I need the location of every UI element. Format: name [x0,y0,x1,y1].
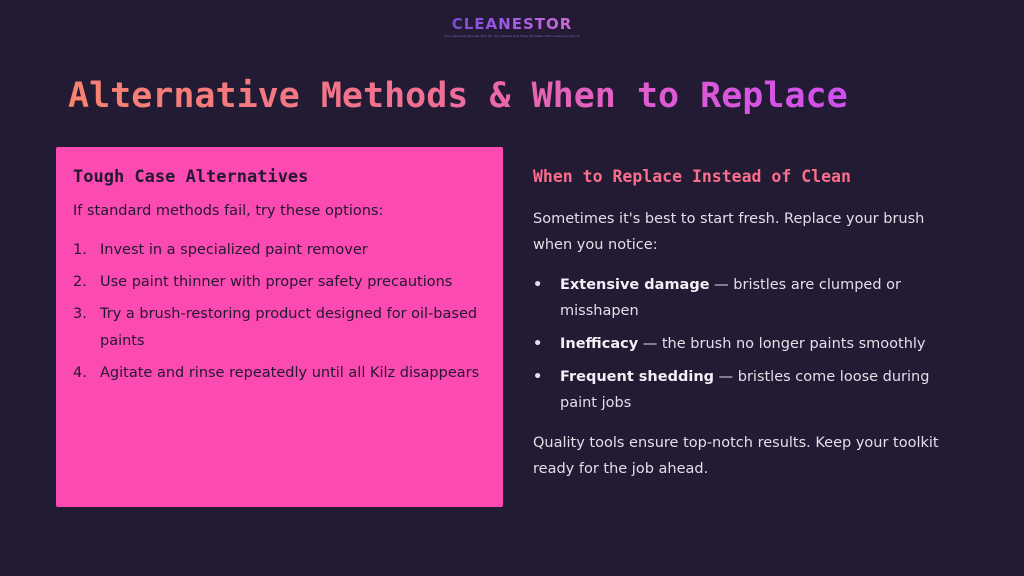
list-number: 3. [73,306,87,322]
list-text: Try a brush-restoring product designed for oil-based paints [100,306,478,349]
list-label: Inefficacy [560,336,639,352]
replace-title: When to Replace Instead of Clean [533,167,851,186]
list-item [73,237,485,264]
replace-intro: Sometimes it's best to start fresh. Replace your brush when you notice: [533,211,925,253]
list-number: 1. [73,242,87,258]
list-text: Use paint thinner with proper safety precautions [100,274,453,290]
list-text [560,331,926,357]
list-item [533,364,963,416]
replace-section [533,166,963,482]
replace-list [533,272,963,416]
list-detail: — bristles come loose during paint jobs [560,369,930,411]
list-detail: — bristles are clumped or misshapen [560,277,901,319]
replace-outro: Quality tools ensure top-notch results. Keep your toolkit ready for the job ahead. [533,435,939,477]
brand-logo [0,14,1024,38]
bullet-icon: • [533,369,543,385]
list-label: Extensive damage [560,277,710,293]
list-number: 4. [73,365,87,381]
bullet-icon: • [533,336,543,352]
list-item [73,301,485,355]
list-detail: — the brush no longer paints smoothly [638,336,926,352]
list-item [73,360,485,387]
brand-name: CLEANESTOR [451,15,573,33]
list-number: 2. [73,274,87,290]
alternatives-list [73,237,485,387]
brand-tagline: The Cleaning Review Site for Any Needs and Stay Updated with Cleaning Advice [444,34,580,38]
list-label: Frequent shedding [560,369,715,385]
alternatives-intro: If standard methods fail, try these options: [73,203,384,219]
list-text [560,364,963,416]
list-text: Agitate and rinse repeatedly until all Kilz disappears [100,365,480,381]
list-text: Invest in a specialized paint remover [100,242,368,258]
list-item [533,272,963,324]
list-item [533,331,963,357]
bullet-icon: • [533,277,543,293]
alternatives-card [56,147,503,507]
list-item [73,269,485,296]
page-title: Alternative Methods & When to Replace [68,73,848,119]
list-text [560,272,963,324]
alternatives-title: Tough Case Alternatives [73,167,309,187]
